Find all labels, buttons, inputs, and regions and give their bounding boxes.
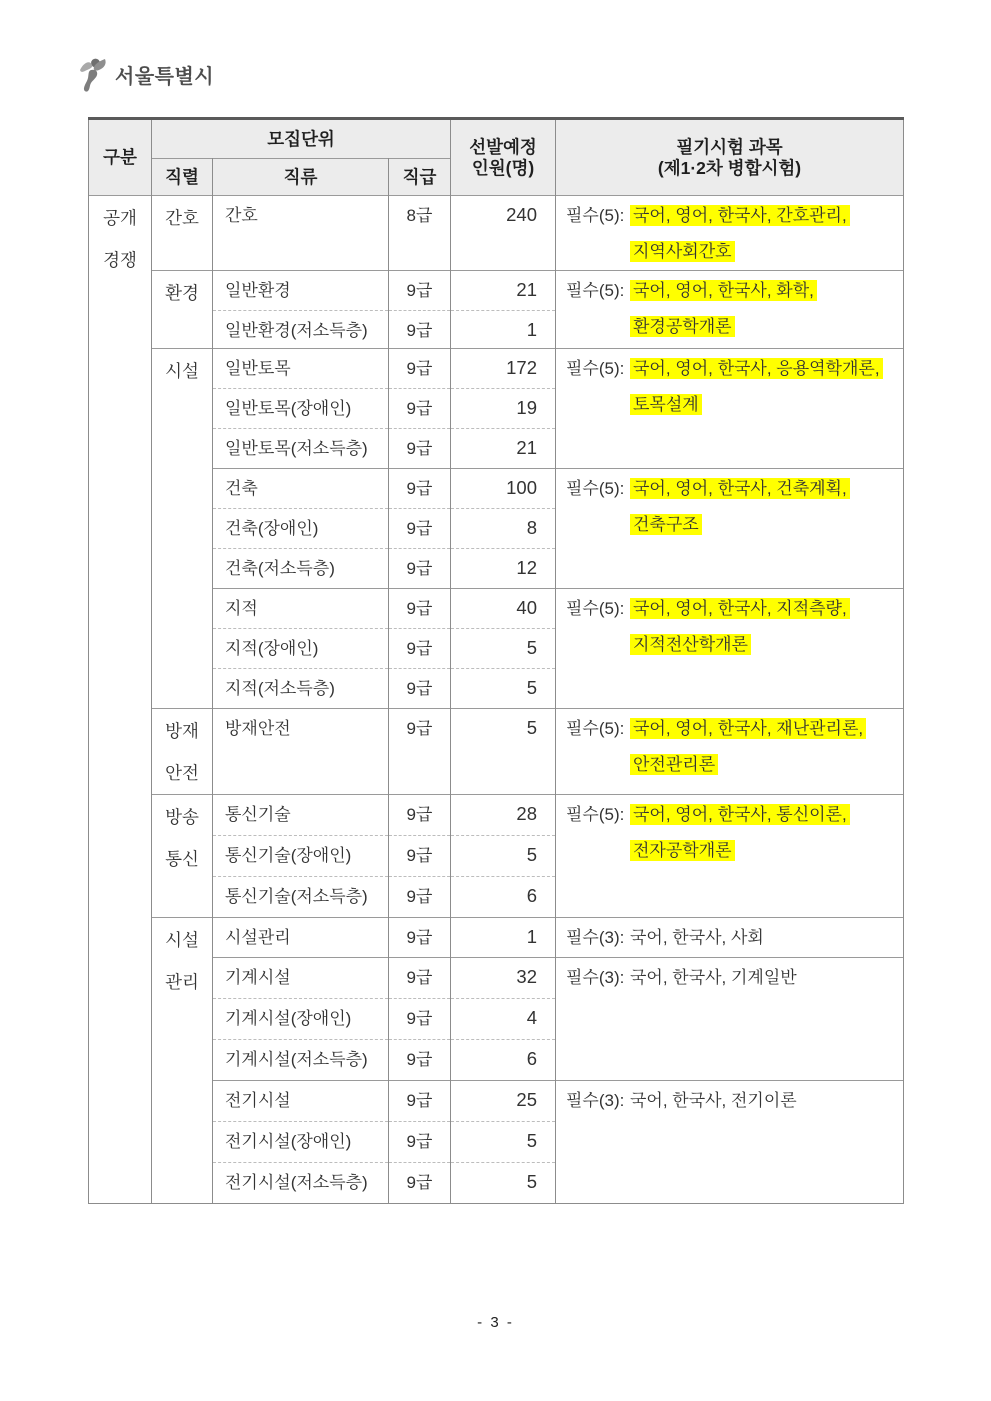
grade-cell: 9급 — [389, 1163, 451, 1204]
jikryu-cell: 전기시설(저소득층) — [213, 1163, 389, 1204]
table-row — [89, 918, 904, 958]
exam-subjects-line: 국어, 영어, 한국사, 응용역학개론, — [630, 358, 883, 379]
grade-cell: 9급 — [389, 1081, 451, 1122]
jikryu-cell: 기계시설(장애인) — [213, 999, 389, 1040]
grade-cell: 9급 — [389, 999, 451, 1040]
exam-prefix: 필수(3): — [566, 1091, 625, 1110]
exam-subjects-line: 토목설계 — [630, 394, 702, 415]
count-cell: 5 — [451, 669, 556, 709]
exam-subjects-line: 전자공학개론 — [630, 840, 735, 861]
jikryu-cell: 지적(저소득층) — [213, 669, 389, 709]
table-row — [89, 709, 904, 795]
header-jikgeup: 직급 — [389, 159, 451, 196]
grade-cell: 9급 — [389, 629, 451, 669]
series-line1: 방송 — [165, 807, 199, 827]
exam-cell — [556, 589, 904, 709]
series-cell — [152, 918, 213, 1204]
count-cell: 172 — [451, 349, 556, 389]
series-line2: 안전 — [165, 763, 199, 783]
header-jikryeol: 직렬 — [152, 159, 213, 196]
series-line1: 방재 — [165, 721, 199, 741]
count-cell: 28 — [451, 795, 556, 836]
exam-cell — [556, 709, 904, 795]
grade-cell: 9급 — [389, 429, 451, 469]
exam-prefix: 필수(5): — [566, 359, 625, 378]
exam-subjects-line: 국어, 한국사, 사회 — [630, 928, 764, 947]
exam-subjects-line: 국어, 영어, 한국사, 재난관리론, — [630, 718, 866, 739]
series-line1: 시설 — [165, 930, 199, 950]
exam-subjects-line: 환경공학개론 — [630, 316, 735, 337]
grade-cell: 9급 — [389, 1040, 451, 1081]
exam-subjects-line: 국어, 영어, 한국사, 건축계획, — [630, 478, 850, 499]
series-line2: 관리 — [165, 972, 199, 992]
grade-cell: 9급 — [389, 271, 451, 311]
count-cell: 5 — [451, 1122, 556, 1163]
exam-cell — [556, 469, 904, 589]
header-pilgi-line2: (제1·2차 병합시험) — [657, 157, 802, 178]
count-cell: 21 — [451, 271, 556, 311]
count-cell: 5 — [451, 629, 556, 669]
grade-cell: 9급 — [389, 669, 451, 709]
jikryu-cell: 기계시설 — [213, 958, 389, 999]
exam-subjects-line: 국어, 영어, 한국사, 화학, — [630, 280, 817, 301]
table-row — [89, 196, 904, 271]
grade-cell: 9급 — [389, 795, 451, 836]
count-cell: 25 — [451, 1081, 556, 1122]
jikryu-cell: 전기시설 — [213, 1081, 389, 1122]
seoul-city-logo — [78, 56, 214, 92]
count-cell: 5 — [451, 709, 556, 795]
series-line2: 통신 — [165, 849, 199, 869]
header-seonbal-line1: 선발예정 — [469, 136, 537, 157]
seoul-logo-icon — [78, 56, 108, 92]
count-cell: 5 — [451, 1163, 556, 1204]
exam-subjects-line: 지적전산학개론 — [630, 634, 751, 655]
grade-cell: 9급 — [389, 509, 451, 549]
exam-prefix: 필수(5): — [566, 805, 625, 824]
jikryu-cell: 시설관리 — [213, 918, 389, 958]
exam-cell — [556, 1081, 904, 1204]
count-cell: 40 — [451, 589, 556, 629]
count-cell: 19 — [451, 389, 556, 429]
series-cell — [152, 709, 213, 795]
exam-subjects-line: 지역사회간호 — [630, 241, 735, 262]
exam-subjects-line: 국어, 영어, 한국사, 통신이론, — [630, 804, 850, 825]
count-cell: 6 — [451, 877, 556, 918]
exam-subjects-line: 건축구조 — [630, 514, 702, 535]
jikryu-cell: 통신기술 — [213, 795, 389, 836]
table-row — [89, 795, 904, 836]
count-cell: 8 — [451, 509, 556, 549]
header-pilgi-line1: 필기시험 과목 — [676, 136, 783, 157]
grade-cell: 9급 — [389, 549, 451, 589]
jikryu-cell: 방재안전 — [213, 709, 389, 795]
gubun-line2: 경쟁 — [103, 250, 137, 270]
jikryu-cell: 기계시설(저소득층) — [213, 1040, 389, 1081]
series-cell — [152, 795, 213, 918]
header-jikryu: 직류 — [213, 159, 389, 196]
header-mojip-danwi: 모집단위 — [152, 119, 451, 159]
jikryu-cell: 일반환경 — [213, 271, 389, 311]
series-cell: 간호 — [152, 196, 213, 271]
exam-prefix: 필수(5): — [566, 206, 625, 225]
header-seonbal — [451, 119, 556, 196]
page-number: - 3 - — [477, 1314, 514, 1331]
series-cell: 시설 — [152, 349, 213, 709]
header-gubun: 구분 — [89, 119, 152, 196]
jikryu-cell: 일반토목(저소득층) — [213, 429, 389, 469]
exam-prefix: 필수(3): — [566, 968, 625, 987]
jikryu-cell: 일반환경(저소득층) — [213, 311, 389, 349]
exam-subjects-line: 안전관리론 — [630, 754, 718, 775]
series-cell: 환경 — [152, 271, 213, 349]
grade-cell: 9급 — [389, 958, 451, 999]
exam-cell — [556, 271, 904, 349]
jikryu-cell: 전기시설(장애인) — [213, 1122, 389, 1163]
jikryu-cell: 통신기술(저소득층) — [213, 877, 389, 918]
exam-cell — [556, 196, 904, 271]
count-cell: 12 — [451, 549, 556, 589]
jikryu-cell: 건축(장애인) — [213, 509, 389, 549]
jikryu-cell: 건축 — [213, 469, 389, 509]
header-pilgi — [556, 119, 904, 196]
grade-cell: 9급 — [389, 1122, 451, 1163]
jikryu-cell: 지적(장애인) — [213, 629, 389, 669]
jikryu-cell: 통신기술(장애인) — [213, 836, 389, 877]
exam-subjects-line: 국어, 한국사, 전기이론 — [630, 1091, 797, 1110]
jikryu-cell: 일반토목 — [213, 349, 389, 389]
exam-cell — [556, 918, 904, 958]
count-cell: 21 — [451, 429, 556, 469]
count-cell: 6 — [451, 1040, 556, 1081]
table-row — [89, 349, 904, 389]
exam-cell — [556, 958, 904, 1081]
count-cell: 32 — [451, 958, 556, 999]
exam-prefix: 필수(3): — [566, 928, 625, 947]
count-cell: 1 — [451, 918, 556, 958]
exam-prefix: 필수(5): — [566, 719, 625, 738]
jikryu-cell: 일반토목(장애인) — [213, 389, 389, 429]
grade-cell: 9급 — [389, 349, 451, 389]
count-cell: 5 — [451, 836, 556, 877]
jikryu-cell: 지적 — [213, 589, 389, 629]
count-cell: 1 — [451, 311, 556, 349]
grade-cell: 9급 — [389, 836, 451, 877]
grade-cell: 9급 — [389, 311, 451, 349]
jikryu-cell: 건축(저소득층) — [213, 549, 389, 589]
exam-prefix: 필수(5): — [566, 479, 625, 498]
exam-subjects-line: 국어, 영어, 한국사, 지적측량, — [630, 598, 850, 619]
header-seonbal-line2: 인원(명) — [471, 157, 535, 178]
grade-cell: 9급 — [389, 877, 451, 918]
recruitment-table — [88, 117, 904, 1204]
exam-prefix: 필수(5): — [566, 281, 625, 300]
grade-cell: 9급 — [389, 709, 451, 795]
jikryu-cell: 간호 — [213, 196, 389, 271]
grade-cell: 9급 — [389, 589, 451, 629]
exam-cell — [556, 349, 904, 469]
grade-cell: 9급 — [389, 918, 451, 958]
gubun-cell — [89, 196, 152, 1204]
table-row — [89, 271, 904, 311]
count-cell: 4 — [451, 999, 556, 1040]
count-cell: 240 — [451, 196, 556, 271]
gubun-line1: 공개 — [103, 208, 137, 228]
grade-cell: 9급 — [389, 469, 451, 509]
seoul-logo-text: 서울특별시 — [115, 65, 215, 88]
exam-subjects-line: 국어, 한국사, 기계일반 — [630, 968, 797, 987]
grade-cell: 8급 — [389, 196, 451, 271]
count-cell: 100 — [451, 469, 556, 509]
exam-cell — [556, 795, 904, 918]
grade-cell: 9급 — [389, 389, 451, 429]
exam-subjects-line: 국어, 영어, 한국사, 간호관리, — [630, 205, 850, 226]
exam-prefix: 필수(5): — [566, 599, 625, 618]
